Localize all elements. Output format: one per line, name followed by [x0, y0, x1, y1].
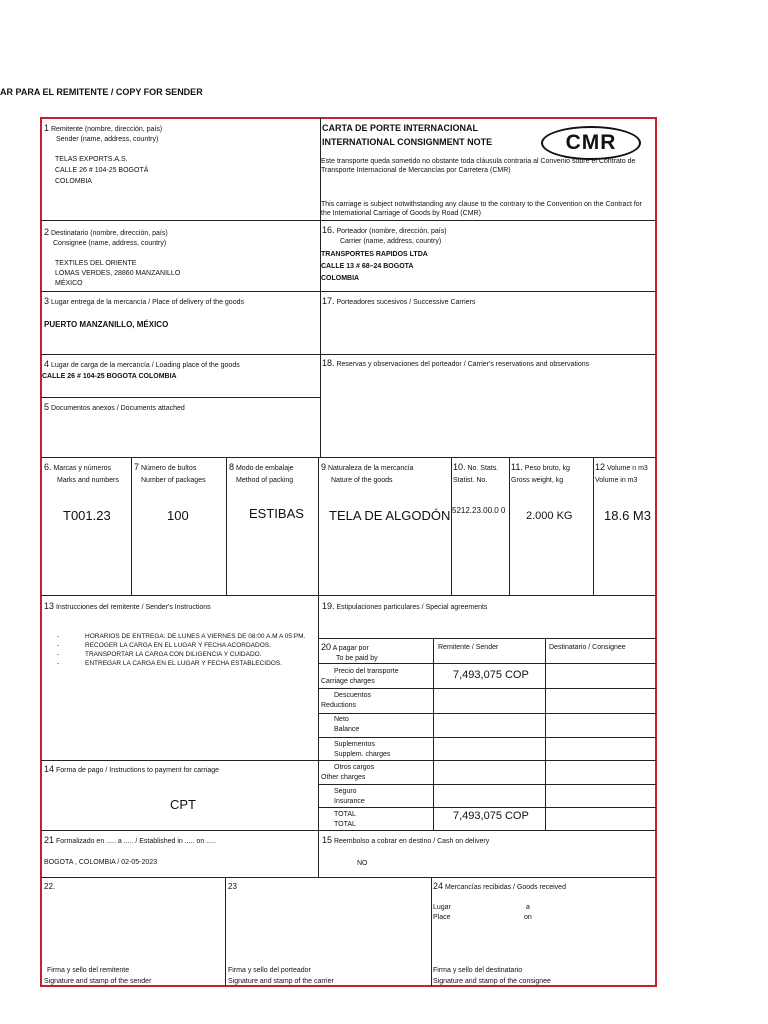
sender-sign-label-es: Firma y sello del remitente [47, 967, 130, 974]
established-value: BOGOTA , COLOMBIA / 02-05-2023 [44, 859, 158, 866]
divider [318, 457, 319, 595]
divider [41, 595, 656, 596]
divider [318, 807, 656, 808]
packages-value: 100 [167, 508, 189, 523]
carrier-sign-label-en: Signature and stamp of the carrier [228, 978, 334, 985]
divider [318, 638, 656, 639]
consignee-label-es: Destinatario (nombre, dirección, país) [50, 230, 168, 237]
clause-es: Este transporte queda sometido no obstante toda cláusula contraria al Convenio sobre el Contrato de Transporte Internacional de Mercancías por Carretera (CMR) [321, 158, 636, 174]
loading-value: CALLE 26 # 104-25 BOGOTA COLOMBIA [42, 373, 177, 380]
marks-label-es: Marcas y números [53, 465, 112, 472]
instruction-item: - ENTREGAR LA CARGA EN EL LUGAR Y FECHA ESTABLECIDOS. [57, 659, 312, 668]
marks-value: T001.23 [63, 508, 111, 523]
copy-header: AR PARA EL REMITENTE / COPY FOR SENDER [0, 87, 203, 97]
carriage-charges-sender: 7,493,075 COP [453, 669, 529, 681]
consignee-line: MÉXICO [55, 280, 83, 287]
box-reservations [322, 359, 589, 369]
packages-label-en: Number of packages [141, 477, 206, 484]
sender-label-en: Sender (name, address, country) [56, 136, 159, 143]
box-number: 1 [44, 123, 50, 133]
marks-label-en: Marks and numbers [57, 477, 119, 484]
on-label-en: on [524, 914, 532, 921]
charge-label-es: TOTAL [334, 811, 356, 818]
instruction-item: - TRANSPORTAR LA CARGA CON DILIGENCIA Y CUIDADO. [57, 650, 312, 659]
stat-value: 5212.23.00.0 0 [452, 506, 506, 515]
charge-label-es: Suplementos [334, 741, 375, 748]
divider [225, 877, 226, 986]
volume-label-es: Volume n m3 [606, 465, 648, 472]
charge-label-en: Balance [334, 726, 360, 733]
payment-value: CPT [170, 797, 196, 812]
charge-label-es: Descuentos [334, 692, 371, 699]
box-number: 14 [44, 764, 55, 774]
documents-label: Documentos anexos / Documents attached [50, 405, 185, 412]
divider [226, 457, 227, 595]
delivery-value: PUERTO MANZANILLO, MÉXICO [44, 320, 169, 329]
divider [41, 830, 656, 831]
sender-line: CALLE 26 # 104-25 BOGOTÁ [55, 167, 149, 174]
instruction-item: - RECOGER LA CARGA EN EL LUGAR Y FECHA ACORDADOS. [57, 641, 312, 650]
divider [545, 638, 546, 830]
reservations-label: Reservas y observaciones del porteador / Carrier's reservations and observations [336, 361, 590, 368]
box-special-agreements [322, 602, 487, 612]
charge-label-en: Supplem. charges [334, 751, 391, 758]
nature-value: TELA DE ALGODÓN [329, 508, 451, 523]
title-en: INTERNATIONAL CONSIGNMENT NOTE [322, 137, 493, 147]
box-number: 15 [322, 835, 333, 845]
divider [318, 737, 656, 738]
box-number: 6. [44, 462, 52, 472]
cod-value: NO [357, 860, 368, 867]
box-number: 2 [44, 227, 50, 237]
charge-label-es: Neto [334, 716, 349, 723]
divider [593, 457, 594, 595]
divider [318, 713, 656, 714]
instruction-item: - HORARIOS DE ENTREGA: DE LUNES A VIERNES DE 08:00 A.M A 05:PM. [57, 632, 312, 641]
box-successive-carriers [322, 297, 475, 307]
divider [41, 457, 656, 458]
carrier-sign-label-es: Firma y sello del porteador [228, 967, 311, 974]
nature-label-en: Nature of the goods [331, 477, 393, 484]
paid-by-label-es: A pagar por [332, 645, 369, 652]
charge-label-en: TOTAL [334, 821, 356, 828]
divider [41, 354, 656, 355]
place-label-es: Lugar [433, 904, 451, 911]
divider [318, 784, 656, 785]
successive-label: Porteadores sucesivos / Successive Carriers [336, 299, 476, 306]
sender-sign-label-en: Signature and stamp of the sender [44, 978, 152, 985]
packages-label-es: Número de bultos [140, 465, 197, 472]
special-label: Estipulaciones particulares / Special agreements [336, 604, 488, 611]
divider [431, 877, 432, 986]
carrier-line: COLOMBIA [321, 275, 360, 282]
box-number: 23 [228, 882, 237, 891]
charge-label-en: Carriage charges [321, 678, 375, 685]
box-number: 19. [322, 601, 335, 611]
consignee-sign-label-es: Firma y sello del destinatario [433, 967, 523, 974]
box-number: 3 [44, 296, 50, 306]
packing-value: ESTIBAS [249, 506, 304, 521]
total-sender: 7,493,075 COP [453, 810, 529, 822]
box-number: 24 [433, 881, 444, 891]
box-number: 18. [322, 358, 335, 368]
box-number: 12 [595, 462, 606, 472]
charge-label-en: Insurance [334, 798, 365, 805]
divider [41, 397, 320, 398]
volume-label-en: Volume in m3 [595, 477, 638, 484]
box-number: 13 [44, 601, 55, 611]
carrier-label-es: Porteador (nombre, dirección, país) [336, 228, 447, 235]
cod-label: Reembolso a cobrar en destino / Cash on delivery [333, 838, 490, 845]
box-number: 4 [44, 359, 50, 369]
charge-label-en: Reductions [321, 702, 357, 709]
stat-label-en: Statist. No. [453, 477, 488, 484]
consignee-line: LOMAS VERDES, 28860 MANZANILLO [55, 270, 181, 277]
consignee-sign-label-en: Signature and stamp of the consignee [433, 978, 551, 985]
divider [131, 457, 132, 595]
received-label: Mercancías recibidas / Goods received [444, 884, 566, 891]
box-number: 22. [44, 882, 56, 891]
col-consignee-header: Destinatario / Consignee [549, 644, 626, 651]
cmr-logo: CMR [541, 126, 641, 160]
divider [433, 638, 434, 830]
box-number: 11. [511, 462, 523, 472]
sender-line: TELAS EXPORTS.A.S. [55, 156, 128, 163]
charge-label-es: Otros cargos [334, 764, 375, 771]
carrier-line: CALLE 13 # 68–24 BOGOTA [321, 263, 414, 270]
carrier-label-en: Carrier (name, address, country) [340, 238, 442, 245]
clause-en: This carriage is subject notwithstanding any clause to the contrary to the Convention on the Contract for the International Carriage of Goods by Road (CMR) [321, 201, 643, 217]
box-number: 8 [229, 462, 235, 472]
paid-by-label-en: To be paid by [336, 655, 378, 662]
charge-label-es: Precio del transporte [334, 668, 399, 675]
packing-label-es: Modo de embalaje [235, 465, 294, 472]
charge-label-en: Other charges [321, 774, 366, 781]
sender-label-es: Remitente (nombre, dirección, país) [50, 126, 163, 133]
stat-label-es: No. Stats. [467, 465, 499, 472]
divider [451, 457, 452, 595]
charge-label-es: Seguro [334, 788, 357, 795]
box-number: 9 [321, 462, 327, 472]
loading-label: Lugar de carga de la mercancía / Loading place of the goods [50, 362, 240, 369]
nature-label-es: Naturaleza de la mercancía [327, 465, 414, 472]
instructions-label: Instrucciones del remitente / Sender's Instructions [55, 604, 211, 611]
box-number: 21 [44, 835, 55, 845]
volume-value: 18.6 M3 [604, 508, 651, 523]
packing-label-en: Method of packing [236, 477, 294, 484]
consignee-line: TEXTILES DEL ORIENTE [55, 260, 137, 267]
divider [41, 291, 656, 292]
consignee-label-en: Consignee (name, address, country) [53, 240, 167, 247]
weight-label-es: Peso bruto, kg [524, 465, 570, 472]
place-label-en: Place [433, 914, 451, 921]
divider [41, 877, 656, 878]
col-sender-header: Remitente / Sender [438, 644, 499, 651]
weight-label-en: Gross weight, kg [511, 477, 564, 484]
instructions-list [57, 632, 312, 668]
sender-line: COLOMBIA [55, 178, 92, 185]
box-number: 7 [134, 462, 140, 472]
divider [318, 663, 656, 664]
box-documents [44, 403, 185, 413]
box-number: 10. [453, 462, 466, 472]
box-number: 20 [321, 642, 332, 652]
established-label: Formalizado en ..... a ..... / Established in ..... on ..... [55, 838, 216, 845]
divider [41, 760, 656, 761]
carrier-line: TRANSPORTES RAPIDOS LTDA [321, 251, 428, 258]
title-es: CARTA DE PORTE INTERNACIONAL [322, 123, 478, 133]
divider [318, 688, 656, 689]
box-number: 5 [44, 402, 50, 412]
weight-value: 2.000 KG [526, 510, 573, 522]
on-label-es: a [526, 904, 530, 911]
box-number: 17. [322, 296, 335, 306]
divider [509, 457, 510, 595]
delivery-label: Lugar entrega de la mercancía / Place of delivery of the goods [50, 299, 244, 306]
divider [41, 220, 656, 221]
payment-label: Forma de pago / Instructions to payment for carriage [55, 767, 219, 774]
box-number: 16. [322, 225, 335, 235]
